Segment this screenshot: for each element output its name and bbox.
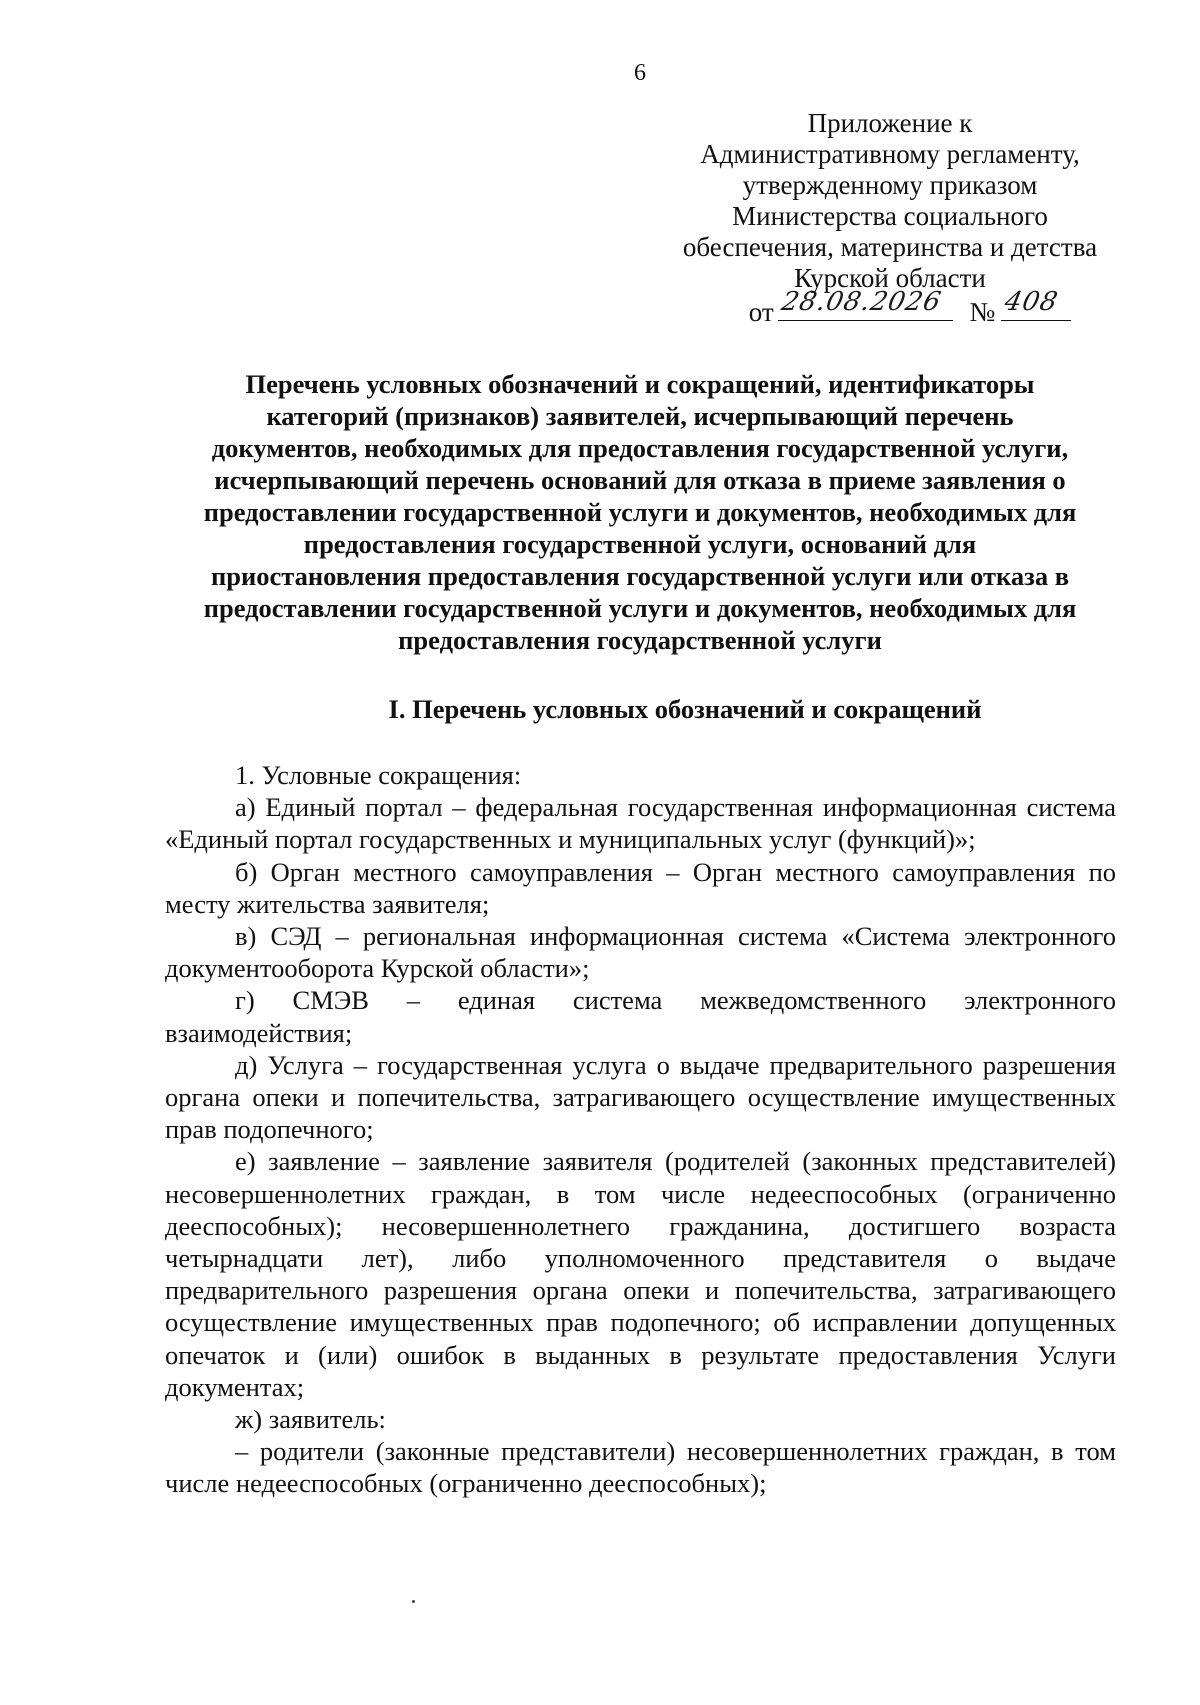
title-line: приостановления предоставления государственной услуги или отказа в [210, 561, 1070, 591]
paragraph: д) Услуга – государственная услуга о выдаче предварительного разрешения органа опеки и попечительства, затрагивающего осуществление имущественных прав подопечного; [165, 1049, 1116, 1145]
paragraph: ж) заявитель: [235, 1404, 386, 1435]
page-number: 6 [634, 60, 646, 86]
title-line: Перечень условных обозначений и сокращений, идентификаторы [245, 369, 1035, 399]
title-line: документов, необходимых для предоставления государственной услуги, [211, 433, 1069, 463]
approval-date-line [690, 287, 1130, 328]
scan-speck [412, 1600, 415, 1603]
paragraph: в) СЭД – региональная информационная система «Система электронного документооборота Курской области»; [165, 921, 1116, 984]
approval-line: Приложение к [807, 108, 973, 138]
approval-line: Административному регламенту, [700, 139, 1080, 169]
title-line: предоставлении государственной услуги и документов, необходимых для [203, 593, 1077, 623]
date-prefix: от [748, 297, 774, 327]
paragraph: г) СМЭВ – единая система межведомственного электронного взаимодействия; [165, 985, 1116, 1048]
date-field [778, 287, 953, 321]
title-line: предоставления государственной услуги [398, 625, 882, 655]
approval-line: утвержденному приказом [742, 170, 1038, 200]
title-line: предоставления государственной услуги, оснований для [303, 529, 977, 559]
paragraph: а) Единый портал – федеральная государственная информационная система «Единый портал государственных и муниципальных услуг (функций)»; [165, 792, 1116, 855]
number-field [1001, 287, 1071, 321]
approval-line: Министерства социального [732, 201, 1048, 231]
paragraph: е) заявление – заявление заявителя (родителей (законных представителей) несовершеннолетних граждан, в том числе недееспособных (ограниченно дееспособных); несовершеннолетнего гражданина, достигшего возраста четырнадцати лет), либо уполномоченного представителя о выдаче предварительного разрешения органа опеки и попечительства, затрагивающего осуществление имущественных прав подопечного; об исправлении допущенных опечаток и (или) ошибок в выданных в результате предоставления Услуги документах; [165, 1146, 1116, 1402]
approval-block [650, 108, 1130, 328]
handwritten-number: 408 [1002, 287, 1062, 317]
section-heading: I. Перечень условных обозначений и сокращений [388, 694, 982, 724]
document-title [150, 368, 1130, 656]
title-line: категорий (признаков) заявителей, исчерпывающий перечень [266, 401, 1014, 431]
paragraph: б) Орган местного самоуправления – Орган местного самоуправления по месту жительства заявителя; [165, 856, 1116, 919]
handwritten-date: 28.08.2026 [778, 287, 944, 317]
title-line: исчерпывающий перечень оснований для отказа в приеме заявления о [214, 465, 1066, 495]
title-line: предоставлении государственной услуги и документов, необходимых для [203, 497, 1077, 527]
approval-line: Курской области [794, 263, 986, 293]
approval-line: обеспечения, материнства и детства [682, 232, 1098, 262]
paragraph: 1. Условные сокращения: [235, 760, 522, 790]
number-prefix: № [969, 297, 996, 327]
document-body [165, 759, 1116, 1500]
paragraph: – родители (законные представители) несовершеннолетних граждан, в том числе недееспособных (ограниченно дееспособных); [165, 1436, 1116, 1499]
